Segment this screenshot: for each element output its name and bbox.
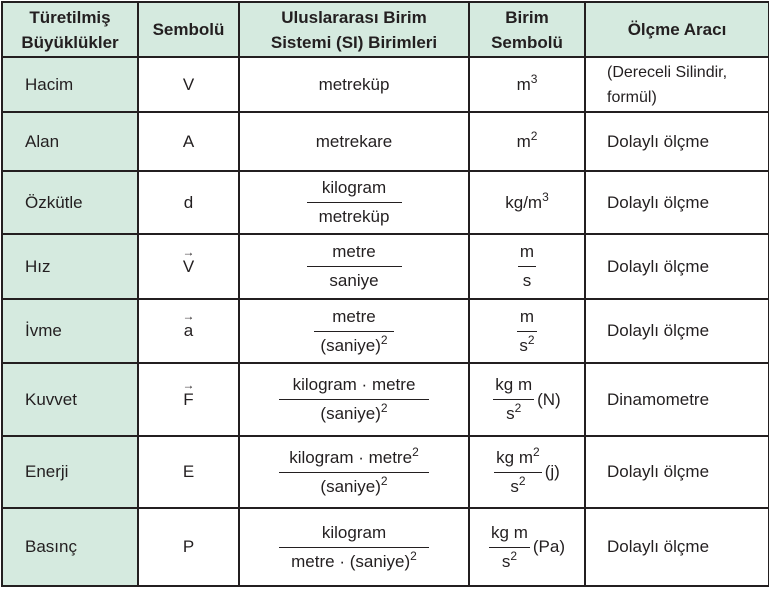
unit-denominator: $s^2$ bbox=[501, 548, 518, 571]
si-numerator: kilogram · metre bbox=[292, 375, 416, 394]
unit-denominator: $s^2$ bbox=[519, 332, 535, 355]
si-unit bbox=[239, 508, 469, 586]
table-row bbox=[2, 57, 769, 112]
unit-numerator: kg m bbox=[495, 375, 533, 394]
si-fraction bbox=[307, 177, 402, 228]
measuring-tool: Dolaylı ölçme bbox=[585, 299, 769, 363]
vector-arrow-icon: → bbox=[182, 244, 195, 259]
quantity-name: Enerji bbox=[2, 436, 138, 508]
unit-fraction bbox=[517, 306, 536, 357]
si-denominator: (saniye)$^2$ bbox=[320, 332, 388, 355]
si-denominator: metreküp bbox=[318, 207, 390, 226]
si-numerator: kilogram bbox=[321, 178, 387, 197]
quantity-name: Alan bbox=[2, 112, 138, 171]
unit-denominator: $s^2$ bbox=[510, 473, 526, 496]
table-row bbox=[2, 436, 769, 508]
table-row bbox=[2, 363, 769, 436]
unit-symbol bbox=[469, 363, 585, 436]
unit-symbol bbox=[469, 508, 585, 586]
si-fraction bbox=[279, 444, 429, 498]
quantity-symbol bbox=[138, 234, 239, 299]
quantity-name: Basınç bbox=[2, 508, 138, 586]
si-fraction bbox=[279, 374, 429, 425]
header-si-units: Uluslararası Birim Sistemi (SI) Birimleri bbox=[239, 2, 469, 57]
quantity-symbol: E bbox=[138, 436, 239, 508]
quantity-symbol: P bbox=[138, 508, 239, 586]
vector-arrow-icon: → bbox=[182, 309, 195, 323]
unit-numerator: m bbox=[519, 242, 535, 261]
quantity-name: İvme bbox=[2, 299, 138, 363]
unit-suffix: (Pa) bbox=[532, 537, 565, 556]
si-unit bbox=[239, 363, 469, 436]
unit-suffix: (j) bbox=[544, 462, 560, 481]
header-measuring-tool: Ölçme Aracı bbox=[585, 2, 769, 57]
vector-symbol: → V bbox=[182, 244, 195, 276]
table-row bbox=[2, 234, 769, 299]
si-fraction bbox=[307, 241, 402, 292]
quantity-name: Özkütle bbox=[2, 171, 138, 234]
si-numerator: metre bbox=[332, 242, 376, 261]
unit-numerator: kg m bbox=[491, 522, 528, 542]
si-numerator: kilogram · metre$^2$ bbox=[289, 444, 419, 467]
unit-symbol: $kg/m^3$ bbox=[469, 171, 585, 234]
si-numerator: kilogram bbox=[321, 522, 387, 542]
unit-fraction bbox=[493, 374, 534, 425]
header-row bbox=[2, 2, 769, 57]
si-denominator: saniye bbox=[329, 271, 379, 290]
measuring-tool: Dinamometre bbox=[585, 363, 769, 436]
unit-fraction bbox=[494, 444, 542, 498]
si-numerator: metre bbox=[332, 306, 376, 326]
header-symbol: Sembolü bbox=[138, 2, 239, 57]
quantity-symbol bbox=[138, 299, 239, 363]
header-unit-symbol: Birim Sembolü bbox=[469, 2, 585, 57]
si-unit bbox=[239, 234, 469, 299]
vector-symbol: → a bbox=[182, 309, 195, 340]
unit-symbol bbox=[469, 234, 585, 299]
quantity-symbol: d bbox=[138, 171, 239, 234]
unit-symbol bbox=[469, 436, 585, 508]
quantity-name: Hacim bbox=[2, 57, 138, 112]
si-fraction bbox=[314, 306, 393, 357]
derived-quantities-table bbox=[1, 1, 769, 587]
si-denominator: (saniye)$^2$ bbox=[320, 473, 388, 496]
header-derived-quantities: Türetilmiş Büyüklükler bbox=[2, 2, 138, 57]
table-row bbox=[2, 508, 769, 586]
unit-suffix: (N) bbox=[537, 389, 561, 409]
measuring-tool: Dolaylı ölçme bbox=[585, 171, 769, 234]
unit-symbol bbox=[469, 299, 585, 363]
unit-symbol: $m^3$ bbox=[469, 57, 585, 112]
vector-arrow-icon: → bbox=[182, 377, 195, 392]
measuring-tool: (Dereceli Silindir, formül) bbox=[585, 57, 769, 112]
quantity-symbol bbox=[138, 363, 239, 436]
vector-symbol: → F bbox=[182, 377, 195, 409]
measuring-tool: Dolaylı ölçme bbox=[585, 508, 769, 586]
table-row bbox=[2, 112, 769, 171]
si-unit bbox=[239, 299, 469, 363]
unit-fraction bbox=[489, 522, 530, 573]
unit-symbol: $m^2$ bbox=[469, 112, 585, 171]
measuring-tool: Dolaylı ölçme bbox=[585, 234, 769, 299]
table-row bbox=[2, 171, 769, 234]
si-denominator: metre · (saniye)$^2$ bbox=[291, 548, 417, 571]
unit-denominator: s bbox=[522, 271, 532, 290]
quantity-name: Kuvvet bbox=[2, 363, 138, 436]
quantity-symbol: V bbox=[138, 57, 239, 112]
unit-fraction bbox=[518, 241, 536, 292]
si-denominator: (saniye)$^2$ bbox=[320, 401, 388, 423]
si-unit: metrekare bbox=[239, 112, 469, 171]
si-unit bbox=[239, 436, 469, 508]
quantity-symbol: A bbox=[138, 112, 239, 171]
unit-numerator: m bbox=[519, 306, 535, 326]
unit-denominator: $s^2$ bbox=[506, 401, 522, 423]
measuring-tool: Dolaylı ölçme bbox=[585, 112, 769, 171]
si-unit bbox=[239, 171, 469, 234]
measuring-tool: Dolaylı ölçme bbox=[585, 436, 769, 508]
si-fraction bbox=[279, 522, 429, 573]
table-row bbox=[2, 299, 769, 363]
unit-numerator: kg $m^2$ bbox=[496, 444, 540, 467]
si-unit: metreküp bbox=[239, 57, 469, 112]
quantity-name: Hız bbox=[2, 234, 138, 299]
